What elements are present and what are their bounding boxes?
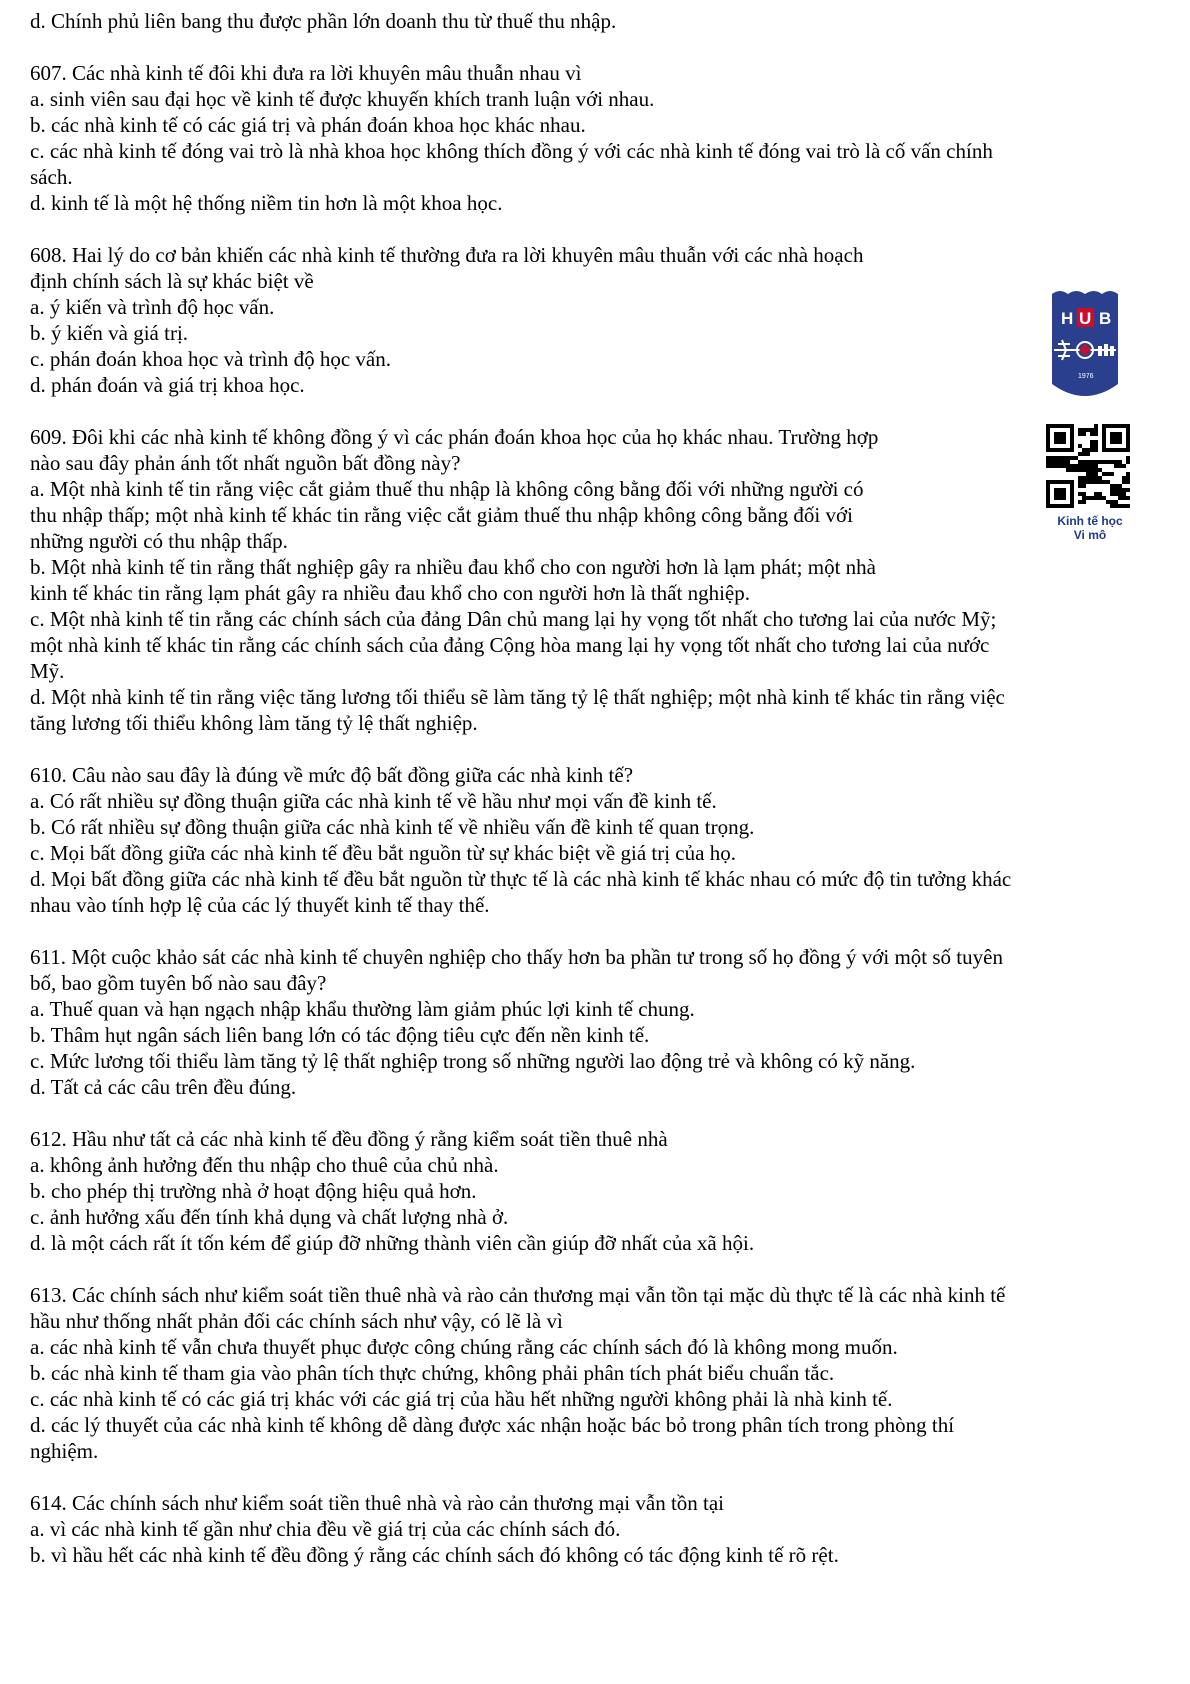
hub-logo (1050, 288, 1120, 406)
question-block-q606tail (30, 8, 1170, 34)
logo-letter-b: B (1099, 309, 1112, 328)
text-line: c. ảnh hưởng xấu đến tính khả dụng và chất lượng nhà ở. (30, 1205, 509, 1229)
text-line: d. Một nhà kinh tế tin rằng việc tăng lương tối thiểu sẽ làm tăng tỷ lệ thất nghiệp; một nhà kinh tế khác tin rằng việc (30, 685, 1005, 709)
question-block-q614 (30, 1490, 1170, 1568)
course-badge (1038, 288, 1138, 542)
question-stem: 610. Câu nào sau đây là đúng về mức độ bất đồng giữa các nhà kinh tế? (30, 763, 634, 787)
question-stem: 609. Đôi khi các nhà kinh tế không đồng ý vì các phán đoán khoa học của họ khác nhau. Trường hợp (30, 425, 879, 449)
text-line: c. Mọi bất đồng giữa các nhà kinh tế đều bắt nguồn từ sự khác biệt về giá trị của họ. (30, 841, 736, 865)
text-line: a. sinh viên sau đại học về kinh tế được khuyến khích tranh luận với nhau. (30, 87, 655, 111)
text-line: a. Một nhà kinh tế tin rằng việc cắt giảm thuế thu nhập là không công bằng đối với những người có (30, 477, 864, 501)
text-line: b. các nhà kinh tế có các giá trị và phán đoán khoa học khác nhau. (30, 113, 586, 137)
badge-caption-title: Kinh tế học (1057, 514, 1123, 528)
text-line: nào sau đây phản ánh tốt nhất nguồn bất đồng này? (30, 451, 461, 475)
text-line: a. Có rất nhiều sự đồng thuận giữa các nhà kinh tế về hầu như mọi vấn đề kinh tế. (30, 789, 717, 813)
text-line: c. Mức lương tối thiểu làm tăng tỷ lệ thất nghiệp trong số những người lao động trẻ và không có kỹ năng. (30, 1049, 916, 1073)
text-line: b. cho phép thị trường nhà ở hoạt động hiệu quả hơn. (30, 1179, 477, 1203)
text-line: a. Thuế quan và hạn ngạch nhập khẩu thường làm giảm phúc lợi kinh tế chung. (30, 997, 695, 1021)
text-line: c. các nhà kinh tế đóng vai trò là nhà khoa học không thích đồng ý với các nhà kinh tế đóng vai trò là cố vấn chính (30, 139, 993, 163)
text-line: c. Một nhà kinh tế tin rằng các chính sách của đảng Dân chủ mang lại hy vọng tốt nhất cho tương lai của nước Mỹ; (30, 607, 997, 631)
logo-year: 1976 (1078, 373, 1094, 380)
question-block-q607 (30, 60, 1170, 216)
text-line: b. các nhà kinh tế tham gia vào phân tích thực chứng, không phải phân tích phát biểu chuẩn tắc. (30, 1361, 835, 1385)
text-line: những người có thu nhập thấp. (30, 529, 288, 553)
text-line: a. vì các nhà kinh tế gần như chia đều về giá trị của các chính sách đó. (30, 1517, 621, 1541)
question-stem: 607. Các nhà kinh tế đôi khi đưa ra lời khuyên mâu thuẫn nhau vì (30, 61, 582, 85)
text-line: thu nhập thấp; một nhà kinh tế khác tin rằng việc cắt giảm thuế thu nhập không công bằng đối với (30, 503, 853, 527)
text-line: d. kinh tế là một hệ thống niềm tin hơn là một khoa học. (30, 191, 503, 215)
text-line: kinh tế khác tin rằng lạm phát gây ra nhiều đau khổ cho con người hơn là thất nghiệp. (30, 581, 750, 605)
text-line: b. Một nhà kinh tế tin rằng thất nghiệp gây ra nhiều đau khổ cho con người hơn là lạm phát; một nhà (30, 555, 876, 579)
question-block-q609 (30, 424, 1170, 736)
question-block-q610 (30, 762, 1170, 918)
text-line: a. ý kiến và trình độ học vấn. (30, 295, 275, 319)
text-line: b. Có rất nhiều sự đồng thuận giữa các nhà kinh tế về nhiều vấn đề kinh tế quan trọng. (30, 815, 755, 839)
badge-caption-subtitle: Vi mô (1073, 528, 1107, 542)
logo-letter-h: H (1061, 309, 1074, 328)
text-line: d. phán đoán và giá trị khoa học. (30, 373, 305, 397)
question-block-q612 (30, 1126, 1170, 1256)
logo-letter-u: U (1079, 309, 1092, 328)
qr-code (1046, 424, 1130, 508)
text-line: bố, bao gồm tuyên bố nào sau đây? (30, 971, 327, 995)
text-line: d. là một cách rất ít tốn kém để giúp đỡ những thành viên cần giúp đỡ nhất của xã hội. (30, 1231, 755, 1255)
text-line: nhau vào tính hợp lệ của các lý thuyết kinh tế thay thế. (30, 893, 490, 917)
text-line: d. Mọi bất đồng giữa các nhà kinh tế đều bắt nguồn từ thực tế là các nhà kinh tế khác nhau có mức độ tin tưởng khác (30, 867, 1012, 891)
question-block-q611 (30, 944, 1170, 1100)
text-line: Mỹ. (30, 659, 65, 683)
text-line: a. các nhà kinh tế vẫn chưa thuyết phục được công chúng rằng các chính sách đó là không mong muốn. (30, 1335, 898, 1359)
text-line: định chính sách là sự khác biệt về (30, 269, 314, 293)
text-line: b. vì hầu hết các nhà kinh tế đều đồng ý rằng các chính sách đó không có tác động kinh tế rõ rệt. (30, 1543, 839, 1567)
text-line: d. Chính phủ liên bang thu được phần lớn doanh thu từ thuế thu nhập. (30, 9, 617, 33)
text-line: a. không ảnh hưởng đến thu nhập cho thuê của chủ nhà. (30, 1153, 499, 1177)
question-stem: 613. Các chính sách như kiểm soát tiền thuê nhà và rào cản thương mại vẫn tồn tại mặc dù thực tế là các nhà kinh tế (30, 1283, 1006, 1307)
text-line: một nhà kinh tế khác tin rằng các chính sách của đảng Cộng hòa mang lại hy vọng tốt nhất cho tương lai của nước (30, 633, 990, 657)
text-line: nghiệm. (30, 1439, 99, 1463)
text-line: d. Tất cả các câu trên đều đúng. (30, 1075, 297, 1099)
text-line: d. các lý thuyết của các nhà kinh tế không dễ dàng được xác nhận hoặc bác bỏ trong phân tích trong phòng thí (30, 1413, 955, 1437)
text-line: hầu như thống nhất phản đối các chính sách như vậy, có lẽ là vì (30, 1309, 563, 1333)
question-stem: 614. Các chính sách như kiểm soát tiền thuê nhà và rào cản thương mại vẫn tồn tại (30, 1491, 725, 1515)
text-line: b. ý kiến và giá trị. (30, 321, 189, 345)
question-stem: 608. Hai lý do cơ bản khiến các nhà kinh tế thường đưa ra lời khuyên mâu thuẫn với các nhà hoạch (30, 243, 864, 267)
text-line: b. Thâm hụt ngân sách liên bang lớn có tác động tiêu cực đến nền kinh tế. (30, 1023, 650, 1047)
document-page (30, 8, 1170, 1594)
question-stem: 611. Một cuộc khảo sát các nhà kinh tế chuyên nghiệp cho thấy hơn ba phần tư trong số họ đồng ý với một số tuyên (30, 945, 1003, 969)
text-line: sách. (30, 165, 73, 189)
question-block-q613 (30, 1282, 1170, 1464)
text-line: tăng lương tối thiểu không làm tăng tỷ lệ thất nghiệp. (30, 711, 478, 735)
question-stem: 612. Hầu như tất cả các nhà kinh tế đều đồng ý rằng kiểm soát tiền thuê nhà (30, 1127, 668, 1151)
text-line: c. phán đoán khoa học và trình độ học vấn. (30, 347, 391, 371)
question-block-q608 (30, 242, 1170, 398)
text-line: c. các nhà kinh tế có các giá trị khác với các giá trị của hầu hết những người không phải là nhà kinh tế. (30, 1387, 893, 1411)
